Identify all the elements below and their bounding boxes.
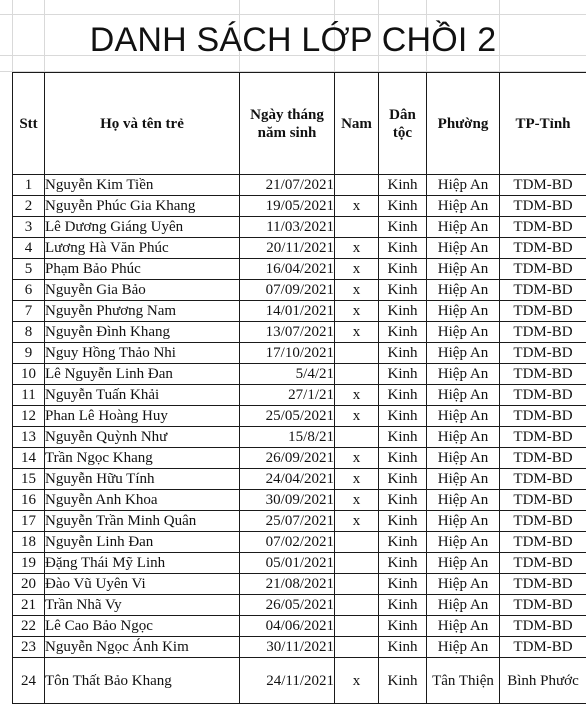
cell-ward: Hiệp An — [427, 574, 500, 595]
cell-city-province: TDM-BD — [500, 469, 586, 490]
cell-child-name: Nguyễn Hữu Tính — [45, 469, 240, 490]
cell-date-of-birth: 07/09/2021 — [240, 280, 335, 301]
table-row — [13, 343, 586, 364]
cell-male-mark — [335, 427, 379, 448]
cell-stt: 21 — [13, 595, 45, 616]
cell-stt: 10 — [13, 364, 45, 385]
cell-male-mark — [335, 595, 379, 616]
cell-city-province: TDM-BD — [500, 448, 586, 469]
cell-ward: Hiệp An — [427, 532, 500, 553]
cell-date-of-birth: 14/01/2021 — [240, 301, 335, 322]
cell-male-mark — [335, 217, 379, 238]
cell-stt: 12 — [13, 406, 45, 427]
cell-ward: Hiệp An — [427, 217, 500, 238]
cell-city-province: TDM-BD — [500, 322, 586, 343]
cell-date-of-birth: 17/10/2021 — [240, 343, 335, 364]
cell-ward: Hiệp An — [427, 595, 500, 616]
cell-ward: Hiệp An — [427, 301, 500, 322]
cell-male-mark: x — [335, 322, 379, 343]
cell-ward: Hiệp An — [427, 469, 500, 490]
cell-ethnicity: Kinh — [379, 322, 427, 343]
cell-male-mark — [335, 364, 379, 385]
cell-city-province: TDM-BD — [500, 553, 586, 574]
cell-child-name: Nguyễn Quỳnh Như — [45, 427, 240, 448]
header-male: Nam — [335, 73, 379, 175]
cell-date-of-birth: 30/09/2021 — [240, 490, 335, 511]
cell-stt: 17 — [13, 511, 45, 532]
cell-child-name: Nguy Hồng Thảo Nhi — [45, 343, 240, 364]
cell-ethnicity: Kinh — [379, 469, 427, 490]
cell-city-province: TDM-BD — [500, 532, 586, 553]
cell-child-name: Tôn Thất Bảo Khang — [45, 658, 240, 704]
table-row — [13, 217, 586, 238]
cell-city-province: TDM-BD — [500, 364, 586, 385]
cell-male-mark: x — [335, 469, 379, 490]
table-row — [13, 406, 586, 427]
cell-ethnicity: Kinh — [379, 217, 427, 238]
table-row — [13, 595, 586, 616]
cell-date-of-birth: 26/05/2021 — [240, 595, 335, 616]
cell-date-of-birth: 07/02/2021 — [240, 532, 335, 553]
cell-stt: 7 — [13, 301, 45, 322]
cell-city-province: TDM-BD — [500, 343, 586, 364]
cell-ethnicity: Kinh — [379, 595, 427, 616]
cell-ward: Hiệp An — [427, 427, 500, 448]
cell-city-province: TDM-BD — [500, 511, 586, 532]
cell-stt: 5 — [13, 259, 45, 280]
cell-male-mark — [335, 616, 379, 637]
table-row — [13, 364, 586, 385]
cell-stt: 19 — [13, 553, 45, 574]
cell-ethnicity: Kinh — [379, 427, 427, 448]
cell-city-province: TDM-BD — [500, 238, 586, 259]
table-row — [13, 490, 586, 511]
table-header-row — [13, 73, 586, 175]
cell-date-of-birth: 25/05/2021 — [240, 406, 335, 427]
cell-ethnicity: Kinh — [379, 238, 427, 259]
cell-child-name: Nguyễn Kim Tiền — [45, 175, 240, 196]
cell-stt: 4 — [13, 238, 45, 259]
cell-male-mark: x — [335, 658, 379, 704]
header-ethnicity: Dân tộc — [379, 73, 427, 175]
cell-male-mark — [335, 574, 379, 595]
cell-date-of-birth: 20/11/2021 — [240, 238, 335, 259]
cell-ward: Hiệp An — [427, 238, 500, 259]
cell-stt: 11 — [13, 385, 45, 406]
cell-date-of-birth: 05/01/2021 — [240, 553, 335, 574]
cell-male-mark: x — [335, 238, 379, 259]
cell-male-mark — [335, 532, 379, 553]
cell-ethnicity: Kinh — [379, 385, 427, 406]
cell-city-province: TDM-BD — [500, 406, 586, 427]
cell-child-name: Phạm Bảo Phúc — [45, 259, 240, 280]
table-row — [13, 511, 586, 532]
cell-city-province: TDM-BD — [500, 217, 586, 238]
cell-ethnicity: Kinh — [379, 637, 427, 658]
cell-stt: 14 — [13, 448, 45, 469]
cell-city-province: TDM-BD — [500, 259, 586, 280]
cell-child-name: Nguyễn Tuấn Khải — [45, 385, 240, 406]
cell-city-province: TDM-BD — [500, 385, 586, 406]
cell-ethnicity: Kinh — [379, 343, 427, 364]
cell-stt: 20 — [13, 574, 45, 595]
cell-ward: Hiệp An — [427, 364, 500, 385]
header-stt: Stt — [13, 73, 45, 175]
cell-stt: 9 — [13, 343, 45, 364]
cell-child-name: Lê Dương Giáng Uyên — [45, 217, 240, 238]
cell-ward: Hiệp An — [427, 490, 500, 511]
cell-child-name: Nguyễn Gia Bảo — [45, 280, 240, 301]
cell-child-name: Nguyễn Đình Khang — [45, 322, 240, 343]
cell-male-mark — [335, 175, 379, 196]
cell-ward: Hiệp An — [427, 280, 500, 301]
cell-ward: Hiệp An — [427, 385, 500, 406]
cell-child-name: Nguyễn Trần Minh Quân — [45, 511, 240, 532]
cell-child-name: Phan Lê Hoàng Huy — [45, 406, 240, 427]
cell-ward: Hiệp An — [427, 406, 500, 427]
cell-ward: Hiệp An — [427, 259, 500, 280]
table-row — [13, 616, 586, 637]
table-row — [13, 553, 586, 574]
table-row — [13, 574, 586, 595]
cell-stt: 6 — [13, 280, 45, 301]
cell-male-mark — [335, 637, 379, 658]
cell-ethnicity: Kinh — [379, 406, 427, 427]
cell-male-mark — [335, 343, 379, 364]
cell-ethnicity: Kinh — [379, 658, 427, 704]
cell-date-of-birth: 19/05/2021 — [240, 196, 335, 217]
cell-ward: Hiệp An — [427, 553, 500, 574]
cell-stt: 15 — [13, 469, 45, 490]
cell-city-province: TDM-BD — [500, 427, 586, 448]
cell-date-of-birth: 15/8/21 — [240, 427, 335, 448]
cell-child-name: Nguyễn Phương Nam — [45, 301, 240, 322]
cell-date-of-birth: 11/03/2021 — [240, 217, 335, 238]
cell-date-of-birth: 13/07/2021 — [240, 322, 335, 343]
cell-date-of-birth: 24/04/2021 — [240, 469, 335, 490]
cell-male-mark: x — [335, 490, 379, 511]
table-row — [13, 175, 586, 196]
cell-city-province: TDM-BD — [500, 595, 586, 616]
cell-male-mark: x — [335, 448, 379, 469]
cell-date-of-birth: 25/07/2021 — [240, 511, 335, 532]
cell-child-name: Trần Nhã Vy — [45, 595, 240, 616]
cell-ethnicity: Kinh — [379, 511, 427, 532]
cell-male-mark — [335, 553, 379, 574]
cell-stt: 3 — [13, 217, 45, 238]
cell-ethnicity: Kinh — [379, 196, 427, 217]
cell-ward: Hiệp An — [427, 511, 500, 532]
header-dob: Ngày tháng năm sinh — [240, 73, 335, 175]
table-row — [13, 469, 586, 490]
cell-ethnicity: Kinh — [379, 259, 427, 280]
cell-child-name: Nguyễn Ngọc Ánh Kim — [45, 637, 240, 658]
cell-city-province: TDM-BD — [500, 616, 586, 637]
cell-ward: Hiệp An — [427, 196, 500, 217]
cell-child-name: Nguyễn Linh Đan — [45, 532, 240, 553]
cell-date-of-birth: 5/4/21 — [240, 364, 335, 385]
cell-date-of-birth: 21/08/2021 — [240, 574, 335, 595]
cell-child-name: Nguyễn Phúc Gia Khang — [45, 196, 240, 217]
table-row — [13, 658, 586, 704]
cell-ethnicity: Kinh — [379, 364, 427, 385]
cell-ward: Hiệp An — [427, 343, 500, 364]
cell-ethnicity: Kinh — [379, 280, 427, 301]
cell-date-of-birth: 21/07/2021 — [240, 175, 335, 196]
cell-ethnicity: Kinh — [379, 532, 427, 553]
cell-child-name: Lê Cao Bảo Ngọc — [45, 616, 240, 637]
cell-city-province: TDM-BD — [500, 490, 586, 511]
cell-city-province: TDM-BD — [500, 637, 586, 658]
cell-child-name: Lê Nguyễn Linh Đan — [45, 364, 240, 385]
page-title: DANH SÁCH LỚP CHỒI 2 — [0, 15, 586, 65]
cell-date-of-birth: 30/11/2021 — [240, 637, 335, 658]
cell-stt: 1 — [13, 175, 45, 196]
cell-male-mark: x — [335, 196, 379, 217]
cell-ethnicity: Kinh — [379, 553, 427, 574]
table-row — [13, 427, 586, 448]
cell-male-mark: x — [335, 385, 379, 406]
cell-stt: 8 — [13, 322, 45, 343]
cell-male-mark: x — [335, 511, 379, 532]
cell-ethnicity: Kinh — [379, 301, 427, 322]
cell-ethnicity: Kinh — [379, 574, 427, 595]
table-row — [13, 448, 586, 469]
table-row — [13, 259, 586, 280]
table-row — [13, 238, 586, 259]
cell-stt: 23 — [13, 637, 45, 658]
cell-male-mark: x — [335, 301, 379, 322]
cell-child-name: Lương Hà Văn Phúc — [45, 238, 240, 259]
cell-ward: Hiệp An — [427, 175, 500, 196]
header-name: Họ và tên trẻ — [45, 73, 240, 175]
cell-child-name: Nguyễn Anh Khoa — [45, 490, 240, 511]
cell-stt: 24 — [13, 658, 45, 704]
cell-ward: Hiệp An — [427, 322, 500, 343]
cell-city-province: TDM-BD — [500, 574, 586, 595]
cell-city-province: Bình Phước — [500, 658, 586, 704]
header-city: TP-Tỉnh — [500, 73, 586, 175]
cell-child-name: Đào Vũ Uyên Vi — [45, 574, 240, 595]
header-ward: Phường — [427, 73, 500, 175]
cell-male-mark: x — [335, 406, 379, 427]
table-row — [13, 532, 586, 553]
cell-ward: Hiệp An — [427, 616, 500, 637]
cell-date-of-birth: 26/09/2021 — [240, 448, 335, 469]
table-row — [13, 322, 586, 343]
cell-ethnicity: Kinh — [379, 616, 427, 637]
cell-ethnicity: Kinh — [379, 448, 427, 469]
cell-date-of-birth: 04/06/2021 — [240, 616, 335, 637]
cell-date-of-birth: 16/04/2021 — [240, 259, 335, 280]
cell-ward: Hiệp An — [427, 448, 500, 469]
table-row — [13, 301, 586, 322]
cell-ward: Tân Thiện — [427, 658, 500, 704]
cell-stt: 18 — [13, 532, 45, 553]
cell-ward: Hiệp An — [427, 637, 500, 658]
cell-ethnicity: Kinh — [379, 175, 427, 196]
cell-date-of-birth: 27/1/21 — [240, 385, 335, 406]
table-row — [13, 280, 586, 301]
cell-stt: 13 — [13, 427, 45, 448]
table-row — [13, 196, 586, 217]
cell-ethnicity: Kinh — [379, 490, 427, 511]
cell-stt: 16 — [13, 490, 45, 511]
cell-child-name: Trần Ngọc Khang — [45, 448, 240, 469]
cell-date-of-birth: 24/11/2021 — [240, 658, 335, 704]
cell-city-province: TDM-BD — [500, 175, 586, 196]
cell-city-province: TDM-BD — [500, 301, 586, 322]
table-row — [13, 385, 586, 406]
cell-male-mark: x — [335, 259, 379, 280]
table-row — [13, 637, 586, 658]
cell-child-name: Đặng Thái Mỹ Linh — [45, 553, 240, 574]
cell-city-province: TDM-BD — [500, 196, 586, 217]
cell-stt: 22 — [13, 616, 45, 637]
cell-city-province: TDM-BD — [500, 280, 586, 301]
cell-male-mark: x — [335, 280, 379, 301]
table-body — [13, 175, 586, 704]
cell-stt: 2 — [13, 196, 45, 217]
class-roster-table — [12, 72, 586, 704]
